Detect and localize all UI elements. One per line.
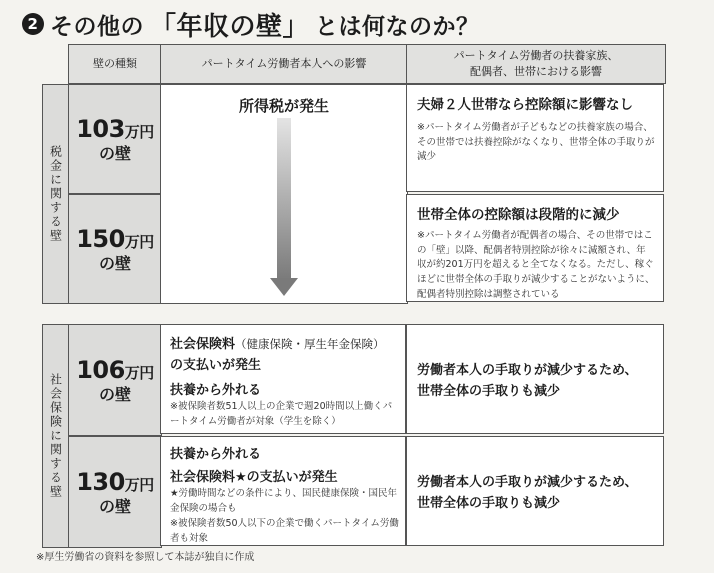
header-self-impact-label: パートタイム労働者本人への影響 — [201, 56, 367, 70]
header-wall-type-label: 壁の種類 — [93, 56, 137, 70]
down-arrow-shaft — [277, 118, 291, 280]
wall-150-amount: 150 — [76, 225, 125, 253]
social-family-cell-130 — [406, 436, 664, 546]
social-self-title1-bold-106: 社会保険料 — [170, 337, 236, 352]
tax-family-note-103: ※パートタイム労働者が子どもなどの扶養家族の場合、その世帯では扶養控除がなくなり、世帯全体の手取りが減少 — [417, 122, 655, 163]
wall-103-kabe: の壁 — [98, 144, 131, 163]
wall-150-unit: 万円 — [124, 233, 154, 251]
header-wall-type — [68, 44, 162, 84]
social-self-title1-130: 扶養から外れる — [170, 447, 262, 462]
wall-103-amount-line — [76, 114, 154, 144]
social-self-note-106: ※被保険者数51人以上の企業で週20時間以上働くパートタイム労働者が対象（学生を除く） — [170, 401, 393, 427]
section-number: 2 — [22, 13, 44, 35]
wall-150 — [68, 194, 162, 304]
tax-family-cell-103 — [406, 84, 664, 192]
social-self-cell-130 — [160, 436, 406, 546]
social-family-cell-106 — [406, 324, 664, 434]
wall-130-kabe: の壁 — [98, 497, 131, 516]
social-self-title2-106: の支払いが発生 — [170, 358, 262, 373]
wall-130-unit: 万円 — [124, 476, 154, 494]
social-family-line2-130: 世帯全体の手取りも減少 — [417, 496, 561, 511]
social-self-title3-106: 扶養から外れる — [170, 383, 262, 398]
wall-150-kabe: の壁 — [98, 254, 131, 273]
header-family-line1: パートタイム労働者の扶養家族、 — [453, 48, 619, 62]
down-arrow-icon — [270, 278, 298, 296]
tax-section-label — [42, 84, 70, 304]
wall-103-unit: 万円 — [124, 123, 154, 141]
wall-103-amount: 103 — [76, 115, 125, 143]
social-section-label — [42, 324, 70, 548]
tax-family-note-150: ※パートタイム労働者が配偶者の場合、その世帯ではこの「壁」以降、配偶者特別控除が徐々に減額され、年収が約201万円を超えると全てなくなる。ただし、稼ぐほどに世帯全体の手取りが減少することがないように、配偶者特別控除は調整されている — [417, 230, 655, 300]
wall-106-unit: 万円 — [124, 364, 154, 382]
social-self-cell-106 — [160, 324, 406, 434]
social-self-title2-130: 社会保険料★の支払いが発生 — [170, 470, 338, 485]
tax-family-cell-150 — [406, 194, 664, 302]
social-self-title1-106 — [170, 333, 399, 352]
header-family-line2: 配偶者、世帯における影響 — [470, 65, 602, 78]
header-self-impact — [160, 44, 408, 84]
social-family-line1-130: 労働者本人の手取りが減少するため、 — [417, 475, 638, 490]
wall-106 — [68, 324, 162, 436]
tax-family-title-150: 世帯全体の控除額は段階的に減少 — [417, 207, 620, 223]
header-family-impact — [406, 44, 666, 84]
title-suffix: とは何なのか？ — [315, 13, 480, 40]
wall-130 — [68, 436, 162, 548]
social-self-title1-rest-106: （健康保険・厚生年金保険） — [235, 337, 385, 351]
page-title — [22, 8, 480, 40]
tax-section-label-text: 税金に関する壁 — [48, 145, 63, 243]
title-prefix: その他の — [50, 13, 144, 40]
social-section-label-text: 社会保険に関する壁 — [48, 373, 63, 499]
wall-130-amount-line — [76, 467, 154, 497]
wall-106-amount: 106 — [76, 356, 125, 384]
title-main: 「年収の壁」 — [150, 11, 310, 42]
social-family-line2-106: 世帯全体の手取りも減少 — [417, 384, 561, 399]
social-self-note2-130: ※被保険者数50人以下の企業で働くパートタイム労働者も対象 — [170, 518, 399, 545]
tax-family-title-103: 夫婦２人世帯なら控除額に影響なし — [417, 97, 633, 113]
social-self-note1-130: ★労働時間などの条件により、国民健康保険・国民年金保険の場合も — [170, 488, 398, 514]
wall-150-amount-line — [76, 224, 154, 254]
social-family-line1-106: 労働者本人の手取りが減少するため、 — [417, 363, 638, 378]
wall-130-amount: 130 — [76, 468, 125, 496]
tax-self-impact-text: 所得税が発生 — [238, 97, 329, 115]
source-footnote: ※厚生労働省の資料を参照して本誌が独自に作成 — [36, 552, 255, 563]
wall-106-kabe: の壁 — [98, 385, 131, 404]
wall-103 — [68, 84, 162, 194]
wall-106-amount-line — [76, 355, 154, 385]
